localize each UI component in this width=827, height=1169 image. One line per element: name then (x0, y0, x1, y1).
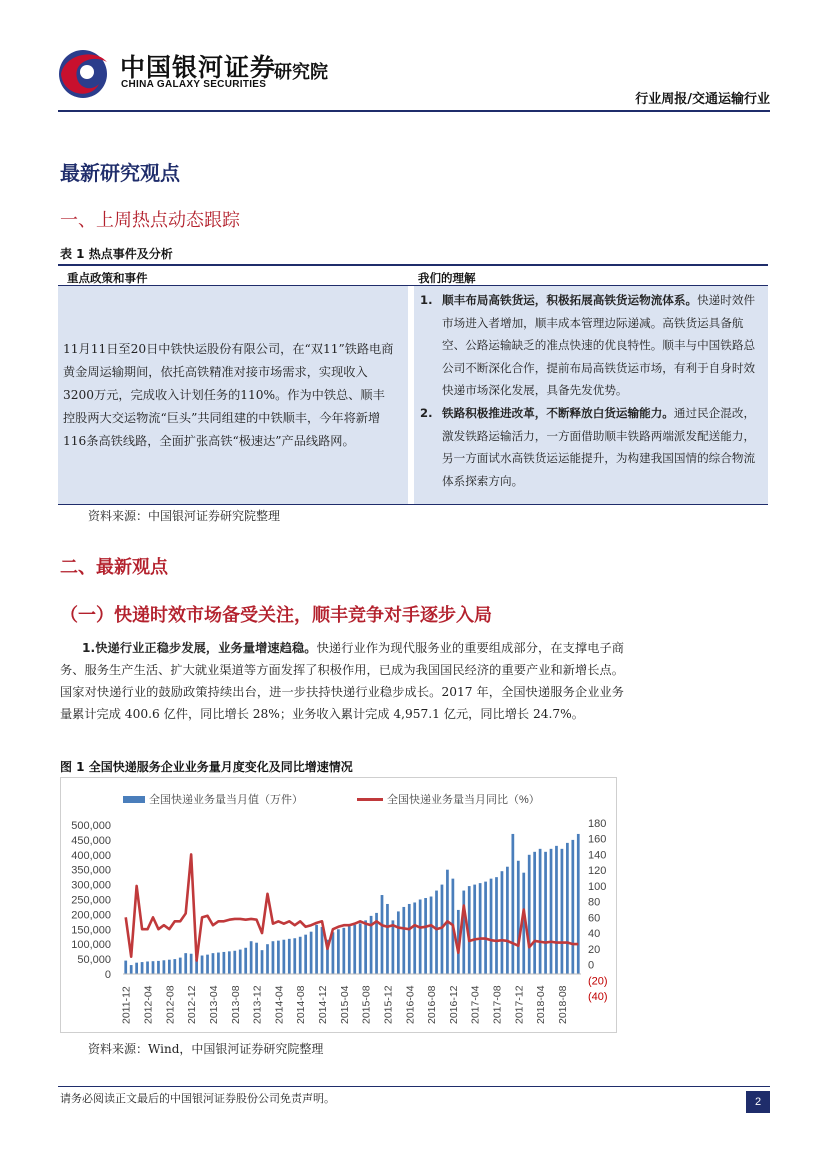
y-left-tick-label: 250,000 (71, 894, 111, 907)
y-left-tick-label: 200,000 (71, 909, 111, 922)
volume-bar (244, 948, 247, 974)
footer-divider (58, 1086, 770, 1087)
volume-bar (441, 885, 444, 974)
col-header-events: 重点政策和事件 (67, 271, 148, 285)
table-header (58, 264, 768, 286)
y-left-tick-label: 150,000 (71, 924, 111, 937)
volume-bar (550, 849, 553, 974)
volume-bar (566, 843, 569, 974)
point-text: 通过民企混改，激发铁路运输活力，一方面借助顺丰铁路两端派发配送能力，另一方面试水高铁货运运能提升，为构建我国国情的综合物流体系探索方向。 (442, 405, 756, 488)
figure-source: 资料来源：Wind，中国银河证券研究院整理 (88, 1042, 324, 1056)
volume-bar (124, 961, 127, 974)
volume-bar (462, 891, 465, 974)
x-tick-label: 2016-12 (447, 985, 460, 1024)
volume-bar (424, 898, 427, 974)
volume-bar (228, 951, 231, 974)
event-text: 11月11日至20日中铁快运股份有限公司，在“双11”铁路电商黄金周运输期间，依托高铁精准对接市场需求，实现收入3200万元，完成收入计划任务的110%。作为中铁总、顺丰控股两大交运物流“巨头”共同组建的中铁顺丰，今年将新增116条高铁线路，全面扩张高铁“极速达”产品线路网。 (63, 341, 394, 448)
legend-bar-label: 全国快递业务量当月值（万件） (149, 794, 303, 806)
volume-bar (435, 891, 438, 974)
y-right-tick-label: 160 (588, 833, 607, 846)
volume-bar (511, 834, 514, 974)
volume-bar (288, 939, 291, 974)
body-paragraph (60, 637, 624, 725)
y-right-tick-label: 180 (588, 818, 607, 830)
volume-bar (397, 911, 400, 974)
volume-bar (212, 953, 215, 974)
volume-bar (130, 965, 133, 974)
y-left-tick-label: 300,000 (71, 879, 111, 892)
volume-bar (261, 950, 264, 974)
point-number: 2. (420, 405, 433, 420)
paragraph-text: 快递行业作为现代服务业的重要组成部分，在支撑电子商务、服务生产生活、扩大就业渠道等方面发挥了积极作用，已成为我国国民经济的重要产业和新增长点。国家对快递行业的鼓励政策持续出台，进一步扶持快递行业稳步成长。2017 年，全国快递服务企业业务量累计完成 400.6 亿件，同比增长 28%；业务收入累计完成 4,957.1 亿元，同比增长 24.7%。 (60, 641, 624, 721)
volume-bar (206, 955, 209, 974)
x-tick-label: 2018-08 (556, 985, 569, 1024)
brand-institute: 研究院 (274, 62, 328, 83)
volume-bar (495, 877, 498, 974)
volume-bar (152, 961, 155, 974)
section-2-heading: 二、最新观点 (60, 557, 168, 578)
volume-bar (201, 956, 204, 974)
volume-bar (506, 867, 509, 974)
volume-bar (364, 920, 367, 974)
volume-bar (381, 895, 384, 974)
volume-bar (135, 963, 138, 974)
volume-bar (173, 959, 176, 974)
x-tick-label: 2017-12 (513, 985, 526, 1024)
y-right-tick-label: (20) (588, 975, 608, 988)
analysis-point-1 (420, 289, 760, 402)
express-volume-chart (60, 777, 617, 1033)
legend-line-label: 全国快递业务量当月同比（%） (387, 794, 540, 806)
x-tick-label: 2013-04 (207, 985, 220, 1024)
y-left-tick-label: 400,000 (71, 849, 111, 862)
y-right-tick-label: 140 (588, 849, 607, 862)
event-cell (58, 286, 408, 504)
x-tick-label: 2016-08 (426, 985, 439, 1024)
point-number: 1. (420, 293, 433, 307)
brand-name-en: CHINA GALAXY SECURITIES (121, 79, 267, 90)
volume-bar (146, 961, 149, 974)
chart-canvas (61, 778, 618, 1034)
y-left-tick-label: 100,000 (71, 939, 111, 952)
point-heading: 顺丰布局高铁货运，积极拓展高铁货运物流体系。 (442, 293, 698, 307)
x-tick-label: 2018-04 (535, 985, 548, 1024)
volume-bar (484, 882, 487, 974)
y-right-tick-label: 40 (588, 928, 601, 941)
section-1-heading: 一、上周热点动态跟踪 (60, 210, 240, 231)
volume-bar (299, 937, 302, 974)
volume-bar (315, 925, 318, 974)
volume-bar (217, 953, 220, 974)
volume-bar (430, 897, 433, 974)
volume-bar (233, 951, 236, 974)
y-right-tick-label: 20 (588, 943, 601, 956)
volume-bar (342, 928, 345, 974)
volume-bar (528, 855, 531, 974)
volume-bar (321, 927, 324, 974)
volume-bar (348, 926, 351, 974)
y-right-tick-label: (40) (588, 991, 608, 1003)
x-tick-label: 2012-12 (186, 985, 199, 1024)
y-left-tick-label: 350,000 (71, 864, 111, 877)
volume-bar (332, 932, 335, 974)
brand-name-cn: 中国银河证券 (120, 53, 277, 82)
table-caption: 表 1 热点事件及分析 (60, 247, 173, 261)
volume-bar (250, 941, 253, 974)
volume-bar (282, 940, 285, 974)
volume-bar (490, 879, 493, 974)
page-number: 2 (746, 1091, 770, 1113)
volume-bar (353, 925, 356, 974)
volume-bar (163, 960, 166, 974)
volume-bar (402, 907, 405, 974)
y-left-tick-label: 0 (104, 969, 111, 981)
y-right-tick-label: 80 (588, 896, 601, 909)
volume-bar (571, 840, 574, 974)
volume-bar (272, 941, 275, 974)
col-header-analysis: 我们的理解 (418, 271, 476, 285)
x-tick-label: 2013-08 (229, 985, 242, 1024)
hot-events-table (58, 264, 768, 505)
volume-bar (577, 834, 580, 974)
report-type: 行业周报/交通运输行业 (635, 92, 770, 107)
volume-bar (479, 883, 482, 974)
volume-bar (168, 960, 171, 974)
volume-bar (555, 846, 558, 974)
volume-bar (408, 904, 411, 974)
y-right-tick-label: 60 (588, 912, 601, 925)
yoy-growth-line (126, 854, 579, 960)
x-tick-label: 2014-12 (317, 985, 330, 1024)
x-tick-label: 2013-12 (251, 985, 264, 1024)
subsection-heading: （一）快递时效市场备受关注，顺丰竞争对手逐步入局 (60, 605, 492, 626)
y-right-tick-label: 100 (588, 880, 607, 893)
volume-bar (141, 962, 144, 974)
x-tick-label: 2017-08 (491, 985, 504, 1024)
y-left-tick-label: 50,000 (77, 954, 111, 967)
analysis-point-2 (420, 402, 760, 492)
volume-bar (310, 932, 313, 974)
table-source: 资料来源：中国银河证券研究院整理 (88, 509, 281, 523)
table-row (58, 286, 768, 504)
header-divider (58, 110, 770, 112)
volume-bar (190, 954, 193, 974)
x-tick-label: 2014-08 (295, 985, 308, 1024)
volume-bar (157, 961, 160, 974)
figure-caption: 图 1 全国快递服务企业业务量月度变化及同比增速情况 (60, 760, 353, 774)
point-heading: 铁路积极推进改革，不断释放白货运输能力。 (442, 405, 674, 420)
y-left-tick-label: 450,000 (71, 834, 111, 847)
x-tick-label: 2016-04 (404, 985, 417, 1024)
volume-bar (413, 902, 416, 974)
volume-bar (293, 938, 296, 974)
x-tick-label: 2012-04 (142, 985, 155, 1024)
volume-bar (544, 852, 547, 974)
volume-bar (337, 929, 340, 974)
volume-bar (561, 849, 564, 974)
point-text: 快递时效件市场进入者增加，顺丰成本管理边际递减。高铁货运具备航空、公路运输缺乏的准点快速的优良特性。顺丰与中国铁路总公司不断深化合作，提前布局高铁货运市场，有利于自身时效快递市场深化发展，具备先发优势。 (442, 293, 756, 398)
x-tick-label: 2017-04 (469, 985, 482, 1024)
volume-bar (266, 944, 269, 974)
footer-disclaimer: 请务必阅读正文最后的中国银河证券股份公司免责声明。 (60, 1092, 335, 1105)
company-logo (55, 44, 111, 100)
volume-bar (501, 871, 504, 974)
x-tick-label: 2015-08 (360, 985, 373, 1024)
paragraph-lead: 1.快递行业正稳步发展，业务量增速趋稳。 (82, 641, 317, 655)
y-right-tick-label: 120 (588, 865, 607, 878)
volume-bar (533, 852, 536, 974)
x-tick-label: 2015-04 (338, 985, 351, 1024)
volume-bar (473, 885, 476, 974)
volume-bar (539, 849, 542, 974)
volume-bar (392, 920, 395, 974)
x-tick-label: 2011-12 (120, 986, 133, 1024)
x-tick-label: 2015-12 (382, 985, 395, 1024)
volume-bar (304, 935, 307, 974)
volume-bar (223, 952, 226, 974)
volume-bar (419, 900, 422, 975)
volume-bar (239, 950, 242, 974)
page-title: 最新研究观点 (60, 161, 180, 185)
volume-bar (255, 943, 258, 974)
volume-bar (277, 941, 280, 974)
volume-bar (179, 958, 182, 974)
x-tick-label: 2014-04 (273, 985, 286, 1024)
y-left-tick-label: 500,000 (71, 820, 111, 832)
volume-bar (386, 904, 389, 974)
y-right-tick-label: 0 (588, 959, 595, 972)
volume-bar (184, 953, 187, 974)
volume-bar (517, 861, 520, 974)
analysis-cell (414, 286, 768, 504)
volume-bar (359, 923, 362, 974)
x-tick-label: 2012-08 (164, 985, 177, 1024)
